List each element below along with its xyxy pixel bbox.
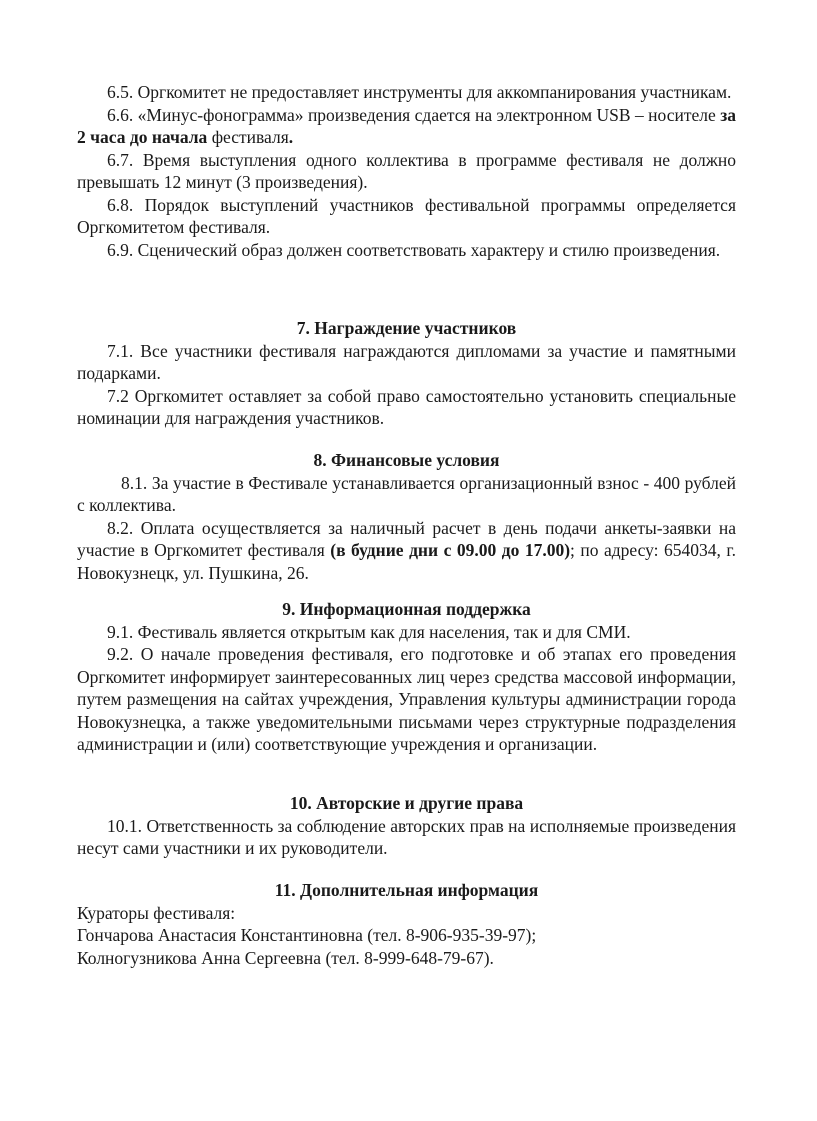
section-11 bbox=[77, 879, 736, 969]
paragraph-6-5: 6.5. Оргкомитет не предоставляет инструменты для аккомпанирования участникам. bbox=[107, 82, 732, 102]
section-8-title: 8. Финансовые условия bbox=[313, 450, 500, 470]
bold-deadline: за 2 часа до начала bbox=[77, 104, 736, 147]
paragraph-9-2: 9.2. О начале проведения фестиваля, его подготовке и об этапах его проведения Оргкомитет информирует заинтересованных лиц через средства массовой информации, путем размещения на сайтах учреждения, Управления культуры администрации города Новокузнецка, а также уведомительными письмами через структурные подразделения администрации и (или) соответствующие учреждения и организации. bbox=[77, 644, 736, 754]
paragraph-8-1: 8.1. За участие в Фестивале устанавливается организационный взнос - 400 рублей с коллектива. bbox=[77, 472, 736, 515]
paragraph-10-1: 10.1. Ответственность за соблюдение авторских прав на исполняемые произведения несут сами участники и их руководители. bbox=[77, 815, 736, 858]
section-10-title: 10. Авторские и другие права bbox=[289, 793, 524, 813]
paragraph-6-9: 6.9. Сценический образ должен соответствовать характеру и стилю произведения. bbox=[107, 239, 721, 260]
bold-hours: (в будние дни с 09.00 до 17.00) bbox=[330, 540, 571, 560]
section-11-title: 11. Дополнительная информация bbox=[274, 880, 539, 900]
paragraph-6-8: 6.8. Порядок выступлений участников фестивальной программы определяется Оргкомитетом фестиваля. bbox=[77, 194, 736, 237]
section-7-title: 7. Награждение участников bbox=[296, 318, 517, 338]
curators-label: Кураторы фестиваля: bbox=[77, 902, 236, 923]
section-9-title: 9. Информационная поддержка bbox=[282, 599, 531, 619]
section-10 bbox=[77, 792, 736, 860]
paragraph-7-2: 7.2 Оргкомитет оставляет за собой право самостоятельно установить специальные номинации для награждения участников. bbox=[77, 385, 736, 428]
paragraph-7-1: 7.1. Все участники фестиваля награждаются дипломами за участие и памятными подарками. bbox=[77, 340, 736, 383]
section-8 bbox=[77, 449, 736, 584]
paragraph-8-2: 8.2. Оплата осуществляется за наличный расчет в день подачи анкеты-заявки на участие в Оргкомитет фестиваля (в будние дни с 09.00 до 17.00); по адресу: 654034, г. Новокузнецк, ул. Пушкина, 26. bbox=[77, 517, 736, 583]
section-6 bbox=[77, 81, 736, 261]
curator-1: Гончарова Анастасия Константиновна (тел. 8-906-935-39-97); bbox=[77, 925, 537, 945]
paragraph-9-1: 9.1. Фестиваль является открытым как для населения, так и для СМИ. bbox=[107, 621, 631, 642]
section-9 bbox=[77, 598, 736, 756]
section-7 bbox=[77, 317, 736, 430]
paragraph-6-6: 6.6. «Минус-фонограмма» произведения сдается на электронном USB – носителе за 2 часа до начала фестиваля. bbox=[77, 104, 736, 147]
curator-2: Колногузникова Анна Сергеевна (тел. 8-999-648-79-67). bbox=[77, 947, 494, 968]
paragraph-6-7: 6.7. Время выступления одного коллектива в программе фестиваля не должно превышать 12 минут (3 произведения). bbox=[77, 149, 736, 192]
